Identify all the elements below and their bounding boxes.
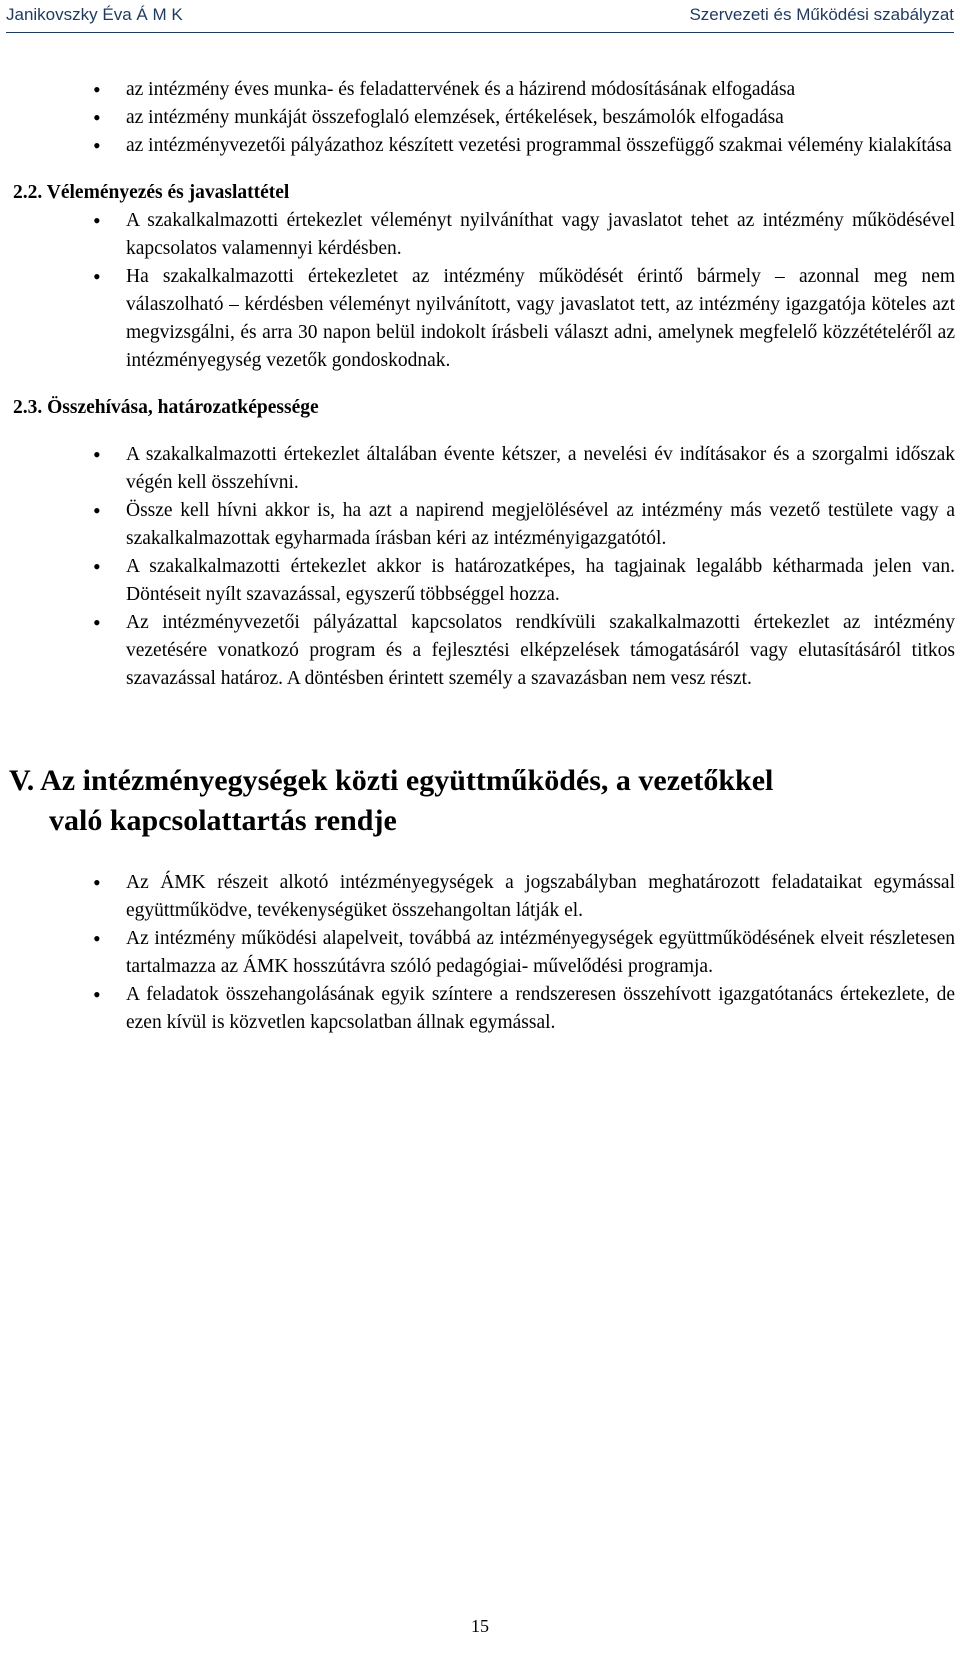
bullet-list-section-2-2 <box>93 207 955 375</box>
list-item: • Össze kell hívni akkor is, ha azt a napirend megjelölésével az intézmény más vezető testülete vagy a szakalkalmazottak egyharmada írásban kéri az intézményigazgatótól. <box>93 497 955 553</box>
chapter-heading-v <box>9 761 955 841</box>
list-item: • Ha szakalkalmazotti értekezletet az intézmény működését érintő bármely – azonnal meg nem válaszolható – kérdésben véleményt nyilvánított, vagy javaslatot tett, az intézmény igazgatója köteles azt megvizsgálni, és arra 30 napon belül indokolt írásbeli választ adni, amelynek megfelelő közzétételéről az intézményegység vezetők gondoskodnak. <box>93 263 955 375</box>
list-item: • A szakalkalmazotti értekezlet akkor is határozatképes, ha tagjainak legalább kétharmada jelen van. Döntéseit nyílt szavazással, egyszerű többséggel hozza. <box>93 553 955 609</box>
bullet-list-decisions <box>93 76 955 160</box>
section-heading-2-2: 2.2. Véleményezés és javaslattétel <box>13 182 290 203</box>
list-item: • Az intézményvezetői pályázattal kapcsolatos rendkívüli szakalkalmazotti értekezlet az intézmény vezetésére vonatkozó program és a fejlesztési elképzelések támogatásáról vagy elutasításáról titkos szavazással határoz. A döntésben érintett személy a szavazásban nem vesz részt. <box>93 609 955 693</box>
header-institution: Janikovszky Éva Á M K <box>6 5 183 24</box>
header-document-title: Szervezeti és Működési szabályzat <box>689 5 954 24</box>
list-item: • Az intézmény működési alapelveit, továbbá az intézményegységek együttműködésének elveit részletesen tartalmazza az ÁMK hosszútávra szóló pedagógiai- művelődési programja. <box>93 925 955 981</box>
chapter-heading-line1: V. Az intézményegységek közti együttműködés, a vezetőkkel <box>9 764 774 797</box>
bullet-list-chapter-v <box>93 869 955 1037</box>
list-item: • az intézmény munkáját összefoglaló elemzések, értékelések, beszámolók elfogadása <box>93 104 955 132</box>
list-item: • Az ÁMK részeit alkotó intézményegységek a jogszabályban meghatározott feladataikat egymással együttműködve, tevékenységüket összehangoltan látják el. <box>93 869 955 925</box>
page-number: 15 <box>471 1616 489 1636</box>
list-item: • az intézményvezetői pályázathoz készített vezetési programmal összefüggő szakmai vélemény kialakítása <box>93 132 955 160</box>
document-body <box>9 76 955 1037</box>
page-header <box>6 0 954 33</box>
list-item: • A feladatok összehangolásának egyik színtere a rendszeresen összehívott igazgatótanács értekezlete, de ezen kívül is közvetlen kapcsolatban állnak egymással. <box>93 981 955 1037</box>
list-item: • A szakalkalmazotti értekezlet általában évente kétszer, a nevelési év indításakor és a szorgalmi időszak végén kell összehívni. <box>93 441 955 497</box>
bullet-list-section-2-3 <box>93 441 955 693</box>
chapter-heading-line2: való kapcsolattartás rendje <box>49 804 397 837</box>
list-item: • A szakalkalmazotti értekezlet véleményt nyilváníthat vagy javaslatot tehet az intézmény működésével kapcsolatos valamennyi kérdésben. <box>93 207 955 263</box>
list-item: • az intézmény éves munka- és feladattervének és a házirend módosításának elfogadása <box>93 76 955 104</box>
section-heading-2-3: 2.3. Összehívása, határozatképessége <box>13 397 319 418</box>
